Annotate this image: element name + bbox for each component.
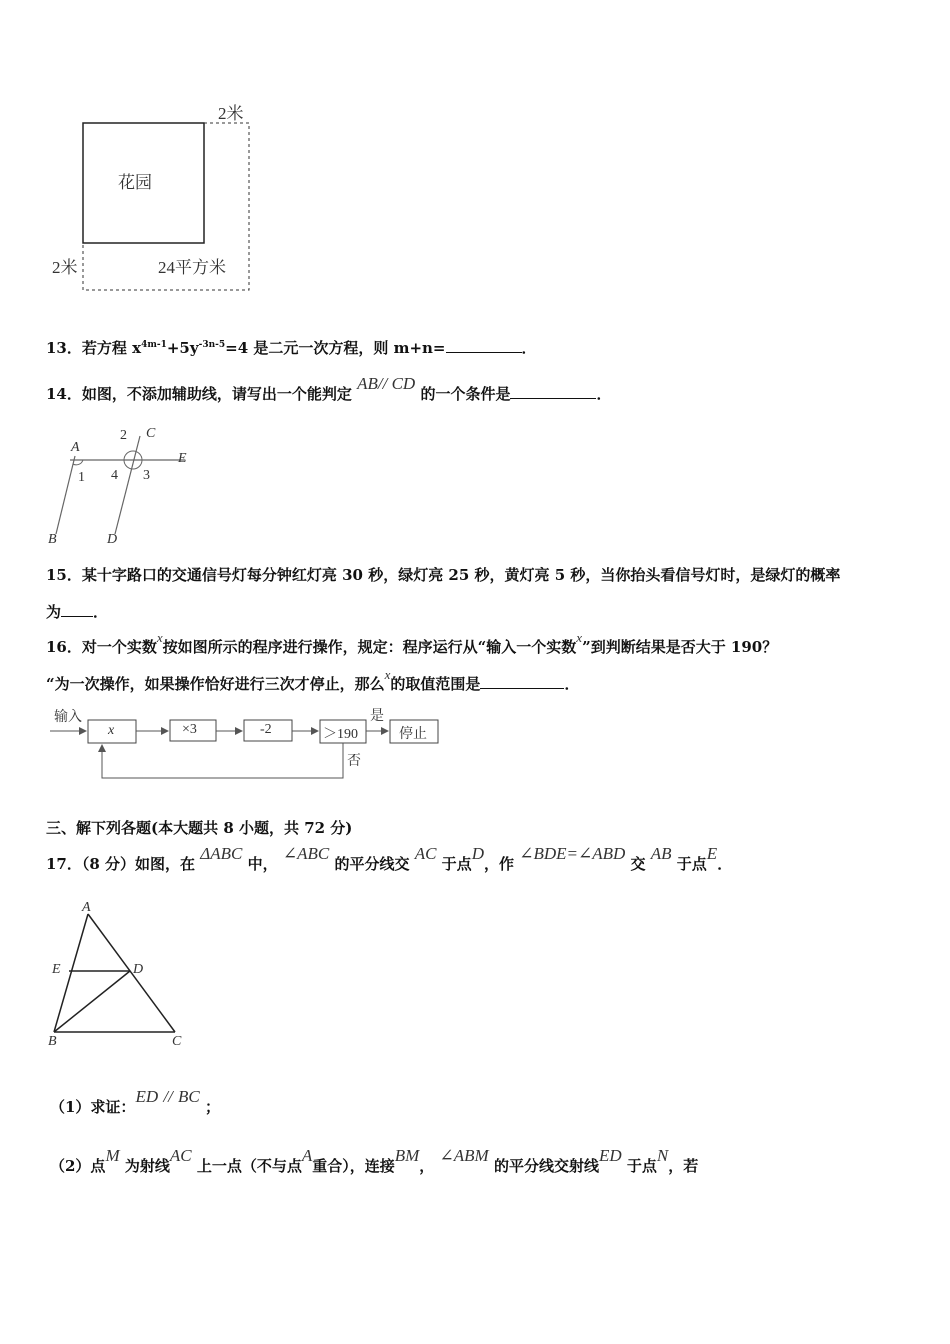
q17-part2-t5: 的平分线交射线 bbox=[493, 1157, 599, 1175]
q17-label-C: C bbox=[172, 1034, 182, 1049]
q14-label-D: D bbox=[107, 532, 118, 547]
q17-part2-t6: 于点 bbox=[626, 1157, 657, 1175]
flow-minus2-label: -2 bbox=[260, 722, 272, 737]
q17-d: D bbox=[471, 844, 484, 863]
section-3-heading: 三、解下列各题(本大题共 8 小题，共 72 分) bbox=[46, 819, 353, 837]
q17-t3: 于点 bbox=[441, 855, 472, 873]
q17-part2-ac: AC bbox=[169, 1146, 192, 1165]
q17-part1-ed: ED bbox=[135, 1087, 159, 1106]
q16-l1-a: 16．对一个实数 bbox=[46, 638, 157, 656]
question-14 bbox=[46, 374, 612, 404]
q17-part-1 bbox=[50, 1087, 221, 1117]
q14-end: ． bbox=[596, 385, 612, 403]
q17-triangle-diagram bbox=[40, 900, 200, 1055]
q17-part1-parallel: // bbox=[163, 1087, 173, 1106]
line-CD bbox=[115, 436, 140, 534]
q17-end: ． bbox=[717, 855, 733, 873]
q17-part1-end: ； bbox=[205, 1098, 221, 1116]
q17-part2-t3: 重合），连接 bbox=[312, 1157, 395, 1175]
q17-part2-m: M bbox=[105, 1146, 120, 1165]
q17-label-B: B bbox=[48, 1034, 57, 1049]
q14-angle-3: 3 bbox=[143, 468, 150, 483]
q17-ac: AC bbox=[414, 844, 437, 863]
flow-input-label: 输入 bbox=[54, 710, 82, 725]
q16-flowchart bbox=[44, 700, 464, 780]
flow-box-x-label: x bbox=[108, 723, 115, 738]
q14-label-C: C bbox=[146, 426, 156, 441]
q14-angle-2: 2 bbox=[120, 428, 127, 443]
q16-x-3: x bbox=[384, 667, 391, 682]
q14-angle-4: 4 bbox=[111, 468, 118, 483]
q17-part2-pre: （2）点 bbox=[50, 1157, 106, 1175]
q16-l2-b: 的取值范围是 bbox=[390, 675, 481, 693]
q17-t5: 交 bbox=[630, 855, 646, 873]
q13-x: x bbox=[132, 339, 142, 357]
question-16-line-2 bbox=[46, 667, 580, 694]
line-AB bbox=[56, 456, 75, 534]
q17-ab: AB bbox=[650, 844, 672, 863]
q17-part2-abm: ∠ABM bbox=[439, 1146, 489, 1165]
q17-triangle: ΔABC bbox=[200, 844, 243, 863]
q17-angle-equation: ∠BDE=∠ABD bbox=[519, 844, 626, 863]
q16-l1-c: ”到判断结果是否大于 190？ bbox=[582, 638, 778, 656]
garden-top-right-length: 2米 bbox=[218, 104, 244, 123]
q17-angle-abc: ∠ABC bbox=[282, 844, 330, 863]
q17-part1-pre: （1）求证： bbox=[50, 1098, 136, 1116]
q14-label-E: E bbox=[178, 451, 187, 466]
q16-x-2: x bbox=[576, 630, 583, 645]
q13-answer-blank[interactable] bbox=[446, 338, 522, 353]
q17-number: 17．（8 分）如图，在 bbox=[46, 855, 196, 873]
q17-label-E: E bbox=[52, 962, 61, 977]
q15-end: ． bbox=[93, 603, 109, 621]
q13-mid: +5y bbox=[166, 339, 199, 357]
q17-part2-bm: BM bbox=[394, 1146, 420, 1165]
q14-label-B: B bbox=[48, 532, 57, 547]
garden-area-label: 24平方米 bbox=[158, 258, 226, 277]
q16-l2-a: “为一次操作，如果操作恰好进行三次才停止，那么 bbox=[46, 675, 385, 693]
q16-x-1: x bbox=[156, 630, 163, 645]
q17-label-D: D bbox=[133, 962, 144, 977]
q16-end: ． bbox=[564, 675, 580, 693]
q14-answer-blank[interactable] bbox=[510, 384, 596, 399]
flow-yes-label: 是 bbox=[370, 709, 384, 724]
angle-1-arc bbox=[73, 460, 83, 465]
q17-part-2 bbox=[50, 1146, 699, 1176]
flow-no-label: 否 bbox=[347, 754, 361, 769]
q14-figure bbox=[40, 422, 210, 552]
q13-pre: 若方程 bbox=[81, 339, 133, 357]
q17-e: E bbox=[706, 844, 718, 863]
q17-part2-a: A bbox=[301, 1146, 313, 1165]
q14-math: AB// CD bbox=[357, 374, 416, 393]
q16-l1-b: 按如图所示的程序进行操作，规定：程序运行从“输入一个实数 bbox=[162, 638, 577, 656]
q14-post: 的一个条件是 bbox=[420, 385, 511, 403]
side-AC bbox=[88, 914, 175, 1032]
q17-label-A: A bbox=[82, 900, 91, 915]
question-15-line-1: 15．某十字路口的交通信号灯每分钟红灯亮 30 秒，绿灯亮 25 秒，黄灯亮 5 秒，当你抬头看信号灯时，是绿灯的概率 bbox=[46, 566, 841, 584]
q13-end: ． bbox=[521, 339, 537, 357]
garden-label: 花园 bbox=[118, 173, 152, 192]
question-13 bbox=[46, 337, 537, 358]
q17-t6: 于点 bbox=[676, 855, 707, 873]
q17-part2-n: N bbox=[656, 1146, 669, 1165]
flow-times3-label: ×3 bbox=[182, 722, 197, 737]
q17-t4: ，作 bbox=[483, 855, 514, 873]
loop-no-path bbox=[102, 743, 343, 778]
q14-label-A: A bbox=[71, 440, 80, 455]
q16-answer-blank[interactable] bbox=[480, 674, 564, 689]
question-15-line-2 bbox=[46, 601, 108, 622]
q14-angle-1: 1 bbox=[78, 470, 85, 485]
q17-t2: 的平分线交 bbox=[334, 855, 410, 873]
garden-figure bbox=[40, 95, 270, 310]
q17-part2-t1: 为射线 bbox=[124, 1157, 170, 1175]
q15-answer-blank[interactable] bbox=[61, 602, 93, 617]
q17-part1-bc: BC bbox=[178, 1087, 200, 1106]
q17-part2-ed: ED bbox=[598, 1146, 622, 1165]
question-17 bbox=[46, 844, 733, 874]
q13-post: =4 是二元一次方程，则 m+n= bbox=[225, 339, 446, 357]
q13-number: 13． bbox=[46, 339, 82, 357]
flow-gt190-label: ＞190 bbox=[323, 727, 358, 742]
q17-part2-t2: 上一点（不与点 bbox=[196, 1157, 302, 1175]
q17-part2-t7: ，若 bbox=[668, 1157, 699, 1175]
question-16-line-1 bbox=[46, 630, 778, 657]
q15-line2-pre: 为 bbox=[46, 603, 62, 621]
q13-y-exponent: -3n-5 bbox=[198, 340, 226, 350]
q14-number: 14． bbox=[46, 385, 82, 403]
q14-pre: 如图，不添加辅助线，请写出一个能判定 bbox=[81, 385, 352, 403]
flow-stop-label: 停止 bbox=[399, 727, 427, 742]
q17-figure bbox=[40, 900, 200, 1055]
segment-BD bbox=[54, 971, 130, 1032]
q13-x-exponent: 4m-1 bbox=[141, 340, 167, 350]
q17-t1: 中， bbox=[247, 855, 278, 873]
q17-part2-t4: ， bbox=[419, 1157, 435, 1175]
garden-bottom-left-length: 2米 bbox=[52, 258, 78, 277]
